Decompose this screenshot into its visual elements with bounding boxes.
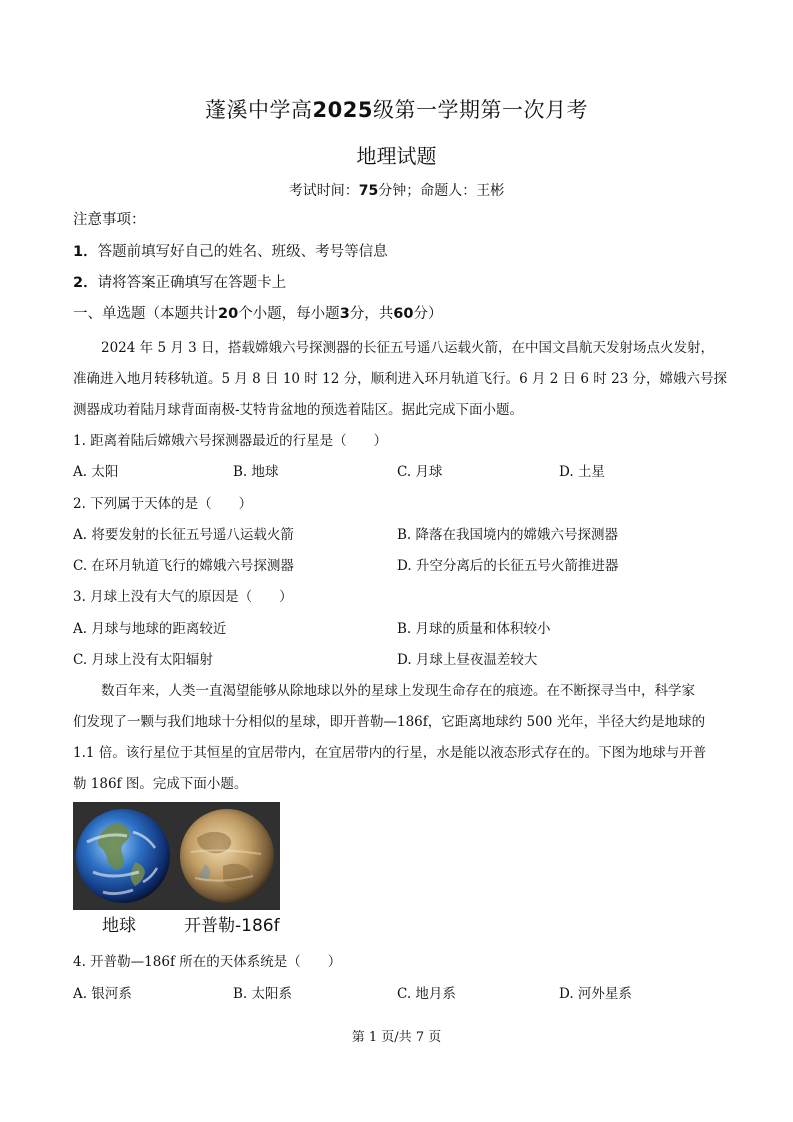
option-a: A. 将要发射的长征五号遥八运载火箭 (73, 527, 294, 543)
caption-earth: 地球 (102, 916, 136, 936)
option-d: D. 升空分离后的长征五号火箭推进器 (397, 558, 619, 574)
kepler-186f-image (180, 809, 274, 903)
option-c: C. 月球上没有太阳辐射 (73, 652, 213, 668)
option-d: D. 月球上昼夜温差较大 (397, 652, 538, 668)
passage1-line: 2024 年 5 月 3 日，搭载嫦娥六号探测器的长征五号遥八运载火箭，在中国文昌航天发射场点火发射， (101, 340, 714, 356)
caption-kepler: 开普勒-186f (184, 916, 280, 936)
passage2-line: 勒 186f 图。完成下面小题。 (73, 776, 248, 792)
note-item-2: 2．请将答案正确填写在答题卡上 (73, 275, 287, 291)
passage1-line: 准确进入地月转移轨道。5 月 8 日 10 时 12 分，顺利进入环月轨道飞行。6 月 2 日 6 时 23 分，嫦娥六号探 (73, 371, 728, 387)
earth-image (76, 809, 170, 903)
subject-title: 地理试题 (356, 144, 437, 168)
option-b: B. 地球 (233, 464, 279, 480)
question-stem: 2. 下列属于天体的是（ ） (73, 496, 253, 512)
passage2-line: 们发现了一颗与我们地球十分相似的星球，即开普勒—186f，它距离地球约 500 光年，半径大约是地球的 (73, 714, 706, 730)
planet-figure (73, 802, 280, 910)
option-c: C. 在环月轨道飞行的嫦娥六号探测器 (73, 558, 294, 574)
option-b: B. 太阳系 (233, 986, 293, 1002)
passage2-line: 1.1 倍。该行星位于其恒星的宜居带内，在宜居带内的行星，水是能以液态形式存在的。下图为地球与开普 (73, 745, 707, 761)
option-b: B. 降落在我国境内的嫦娥六号探测器 (397, 527, 619, 543)
option-a: A. 太阳 (73, 464, 119, 480)
question-stem: 1. 距离着陆后嫦娥六号探测器最近的行星是（ ） (73, 433, 388, 449)
option-d: D. 土星 (559, 464, 605, 480)
passage1-line: 测器成功着陆月球背面南极-艾特肯盆地的预选着陆区。据此完成下面小题。 (73, 402, 524, 418)
option-d: D. 河外星系 (559, 986, 632, 1002)
notes-heading: 注意事项： (73, 212, 146, 228)
passage2-line: 数百年来，人类一直渴望能够从除地球以外的星球上发现生命存在的痕迹。在不断探寻当中，科学家 (101, 683, 695, 699)
question-stem: 3. 月球上没有大气的原因是（ ） (73, 589, 293, 605)
option-a: A. 银河系 (73, 986, 132, 1002)
exam-info: 考试时间：75分钟；命题人：王彬 (288, 183, 505, 199)
question-stem: 4. 开普勒—186f 所在的天体系统是（ ） (73, 954, 342, 970)
page-footer: 第 1 页/共 7 页 (351, 1030, 442, 1045)
section-heading: 一、单选题（本题共计20个小题，每小题3分，共60分） (73, 306, 443, 322)
option-c: C. 月球 (397, 464, 443, 480)
option-b: B. 月球的质量和体积较小 (397, 621, 551, 637)
exam-title: 蓬溪中学高2025级第一学期第一次月考 (205, 98, 588, 122)
option-a: A. 月球与地球的距离较近 (73, 621, 227, 637)
option-c: C. 地月系 (397, 986, 456, 1002)
planets-illustration (73, 802, 280, 910)
note-item-1: 1．答题前填写好自己的姓名、班级、考号等信息 (73, 244, 388, 260)
